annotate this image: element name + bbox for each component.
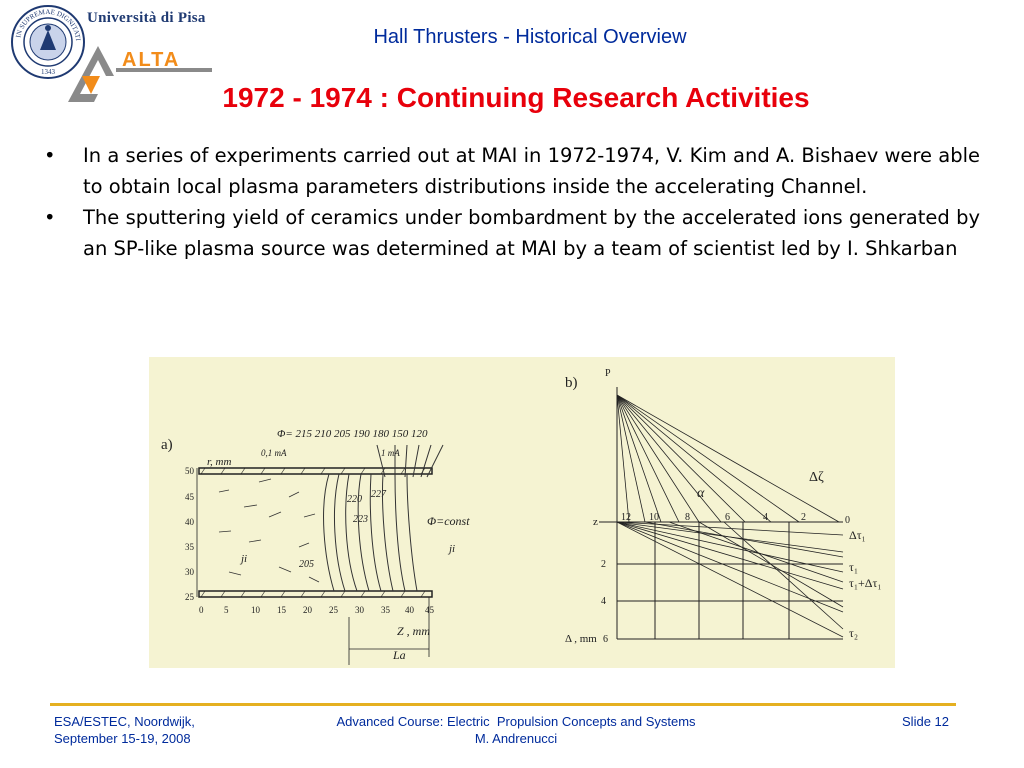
footer-author: M. Andrenucci [474,731,558,746]
z-label: z [593,516,598,528]
right-label: τ₁ [849,560,859,574]
top-tick: 6 [725,512,730,523]
top-tick: 4 [763,512,768,523]
la-label: La [393,648,406,662]
phi-const-label: Φ=const [427,514,470,528]
top-tick: 12 [621,512,631,523]
panel-a-label: a) [161,437,173,453]
footer-event-dates: September 15-19, 2008 [54,731,191,746]
current-label-2: 1 mA [381,448,400,458]
slide-heading: 1972 - 1974 : Continuing Research Activities [222,82,810,113]
header-title: Hall Thrusters - Historical Overview [373,26,687,48]
right-label: τ₂ [849,626,859,640]
x-tick: 0 [199,605,204,615]
delta-zeta-label: Δζ [809,470,824,485]
footer-event-location: ESA/ESTEC, Noordwijk, [54,714,195,729]
research-figure [149,357,895,668]
alpha-label: α [697,486,705,501]
bullet-item [44,202,980,264]
top-tick: 8 [685,512,690,523]
footer-course-title: Advanced Course: Electric Propulsion Concepts and Systems [336,714,696,729]
delta-mm-label: Δ , mm [565,633,597,645]
slide-number: Slide 12 [902,714,949,729]
contour-label-223: 223 [353,514,368,525]
x-tick: 25 [329,605,338,615]
x-tick: 35 [381,605,390,615]
left-tick: 6 [603,634,608,645]
current-label-1: 0,1 mA [261,448,287,458]
y-tick: 35 [185,542,194,552]
y-tick: 50 [185,466,194,476]
phi-label: Φ= 215 210 205 190 180 150 120 [277,428,428,440]
bullet-dot: • [44,206,56,229]
bullet-item [44,140,980,202]
x-axis-label: Z , mm [397,624,431,638]
x-tick: 15 [277,605,286,615]
bullet-dot: • [44,144,56,167]
seal-text-top: IN SUPREMAE DIGNITATI [14,7,82,42]
y-tick: 30 [185,567,194,577]
x-tick: 40 [405,605,414,615]
j-label-1: ji [241,553,248,565]
contour-label-227: 227 [371,489,386,500]
footer-course [0,713,1024,747]
panel-b-label: b) [565,375,578,391]
p-label: P [605,368,611,379]
figure-drawing [149,357,895,668]
right-label: Δτ₁ [849,528,866,542]
x-tick: 20 [303,605,312,615]
x-tick: 5 [224,605,229,615]
contour-label-205: 205 [299,559,314,570]
j-label-2: ji [449,543,456,555]
right-label: τ₁+Δτ₁ [849,576,882,590]
left-tick: 2 [601,559,606,570]
top-tick: 2 [801,512,806,523]
y-tick: 25 [185,592,194,602]
bullet-list [44,140,980,264]
alta-logo-text: ALTA [122,49,181,71]
x-tick: 10 [251,605,260,615]
y-tick: 45 [185,492,194,502]
y-tick: 40 [185,517,194,527]
bullet-text: The sputtering yield of ceramics under bombardment by the accelerated ions generated by an SP-like plasma source was determined at MAI by a team of scientist led by I. Shkarban [83,206,980,260]
university-name: Università di Pisa [87,10,206,26]
footer-slide-number [902,713,949,730]
left-tick: 4 [601,596,606,607]
panel-a-y-label: r, mm [207,456,232,468]
bullet-text: In a series of experiments carried out at MAI in 1972-1974, V. Kim and A. Bishaev were able to obtain local plasma parameters distributions inside the accelerating Channel. [83,144,980,198]
top-tick: 0 [845,515,850,526]
contour-label-220: 220 [347,494,362,505]
top-tick: 10 [649,512,659,523]
x-tick: 45 [425,605,434,615]
footer-divider [50,703,956,706]
seal-year: 1343 [41,68,55,76]
x-tick: 30 [355,605,364,615]
